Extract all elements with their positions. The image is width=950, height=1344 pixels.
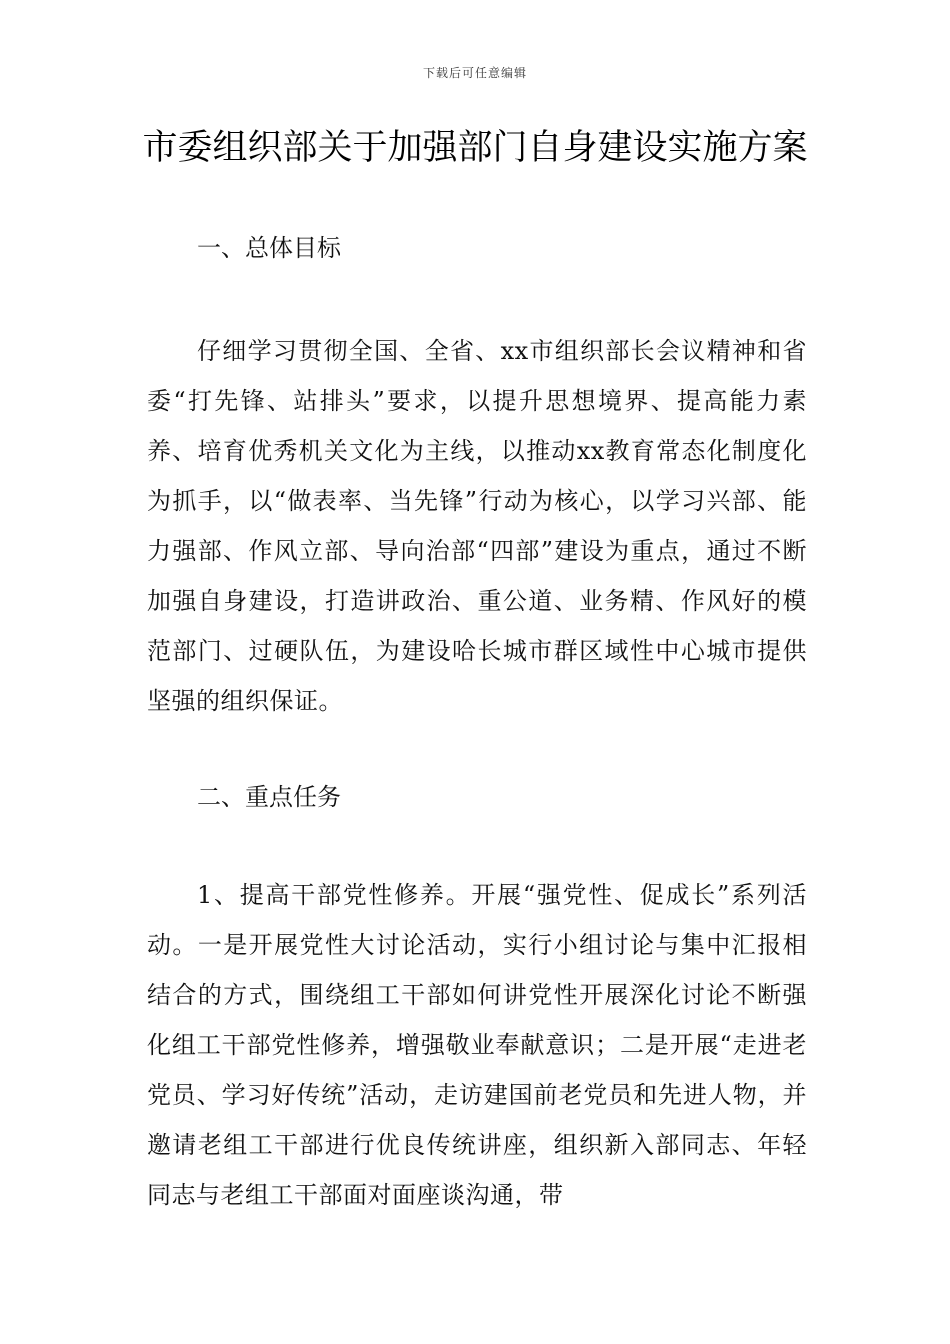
section-heading-tasks: 二、重点任务 bbox=[197, 783, 341, 811]
document-title: 市委组织部关于加强部门自身建设实施方案 bbox=[142, 128, 808, 168]
paragraph-tasks: 1、提高干部党性修养。开展“强党性、促成长”系列活动。一是开展党性大讨论活动，实行小组讨论与集中汇报相结合的方式，围绕组工干部如何讲党性开展深化讨论不断强化组工干部党性修养，增强敬业奉献意识；二是开展“走进老党员、学习好传统”活动，走访建国前老党员和先进人物，并邀请老组工干部进行优良传统讲座，组织新入部同志、年轻同志与老组工干部面对面座谈沟通，带 bbox=[147, 881, 807, 1209]
section-heading-goals: 一、总体目标 bbox=[197, 234, 341, 262]
paragraph-goals: 仔细学习贯彻全国、全省、xx市组织部长会议精神和省委“打先锋、站排头”要求，以提升思想境界、提高能力素养、培育优秀机关文化为主线，以推动xx教育常态化制度化为抓手，以“做表率、当先锋”行动为核心，以学习兴部、能力强部、作风立部、导向治部“四部”建设为重点，通过不断加强自身建设，打造讲政治、重公道、业务精、作风好的模范部门、过硬队伍，为建设哈长城市群区域性中心城市提供坚强的组织保证。 bbox=[147, 337, 807, 715]
download-note: 下载后可任意编辑 bbox=[422, 66, 527, 80]
